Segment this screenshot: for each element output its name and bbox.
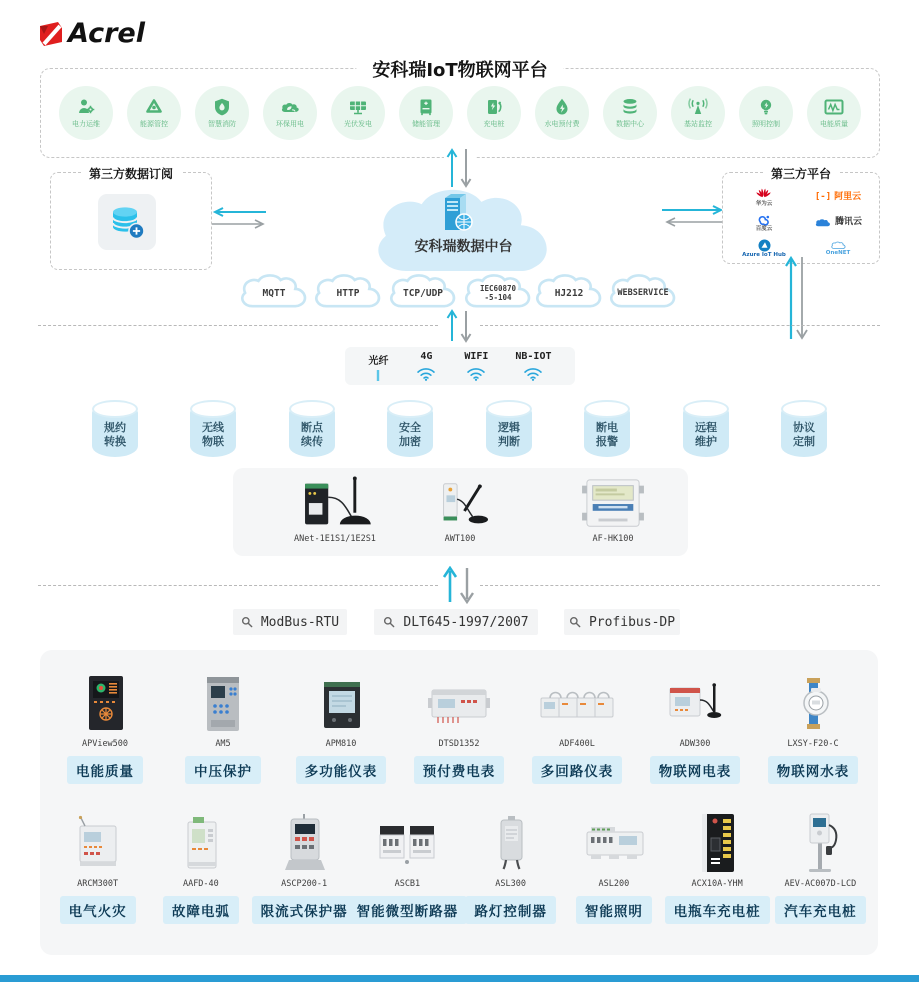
conn-label: NB-IOT (515, 351, 552, 362)
app-eco-power (263, 86, 317, 140)
divider-line (38, 585, 438, 586)
provider-label: 华为云 (755, 200, 773, 207)
conn-label: 4G (420, 351, 433, 362)
brand-logo (36, 18, 145, 49)
device-category-pill: 预付费电表 (414, 756, 505, 784)
capability-label: 维护 (695, 435, 717, 449)
fire-safety-icon (212, 97, 232, 117)
provider-baidu-cloud (756, 214, 773, 233)
protocol-label: -5-104 (484, 293, 512, 302)
data-center-label: 安科瑞数据中台 (414, 239, 513, 255)
capability-label: 转换 (104, 435, 126, 449)
fiber-icon (376, 370, 380, 381)
brand-name: Acrel (68, 18, 145, 49)
device-category-pill: 电气火灾 (60, 896, 136, 924)
platform-apps-row (41, 69, 879, 157)
capability-cylinder (584, 400, 630, 457)
app-label: 基站监控 (684, 120, 712, 128)
connectivity-box (345, 347, 575, 385)
bus-protocol-dlt645 (374, 609, 538, 635)
device-adf400l: ADF400L 多回路仪表 (518, 670, 636, 784)
protocol-label: WEBSERVICE (617, 288, 669, 299)
device-row-2 (46, 810, 872, 924)
conn-wifi (464, 351, 488, 381)
arrow-pair-divider3 (440, 566, 478, 604)
app-label: 水电预付费 (544, 120, 580, 128)
device-adf400l-image (538, 674, 616, 734)
capability-label: 逻辑 (498, 421, 520, 434)
app-label: 充电桩 (483, 120, 505, 128)
capability-label: 断点 (301, 421, 323, 434)
device-asl200-image (577, 814, 651, 874)
provider-label: 阿里云 (834, 192, 862, 203)
capability-label: 判断 (498, 435, 520, 449)
protocol-label: HJ212 (554, 287, 584, 299)
device-category-pill: 路灯控制器 (465, 896, 556, 924)
platform-title: 安科瑞IoT物联网平台 (356, 56, 563, 82)
app-solar-power (331, 86, 385, 140)
provider-label: Azure IoT Hub (742, 251, 786, 258)
device-asl300: ASL300 路灯控制器 (459, 810, 562, 924)
app-base-station (671, 86, 725, 140)
device-arcm300t-image (63, 814, 133, 874)
gateway-anet-image (280, 476, 390, 534)
device-category-pill: 限流式保护器 (252, 896, 357, 924)
capability-cylinder (289, 400, 335, 457)
app-energy-control (127, 86, 181, 140)
device-aafd40-image (166, 814, 236, 874)
arrow-pair-cloud-thirdparty (660, 204, 728, 228)
protocol-cloud-hj212 (529, 272, 609, 312)
capability-cylinder (781, 400, 827, 457)
app-power-quality (807, 86, 861, 140)
arrow-pair-subscription-cloud (210, 207, 268, 231)
app-label: 光伏发电 (344, 120, 372, 128)
device-apm810-image (306, 674, 376, 734)
conn-nbiot (515, 351, 551, 381)
provider-label: 百度云 (755, 225, 773, 232)
device-apview500-image (70, 674, 140, 734)
link-icon (569, 616, 582, 629)
arrow-pair-divider2 (444, 309, 476, 343)
gateway-afhk100-image (558, 476, 668, 534)
third-party-title: 第三方平台 (763, 165, 839, 182)
capability-label: 加密 (399, 435, 421, 449)
capability-label: 断电 (596, 421, 618, 434)
gateway-name: ANet-1E1S1/1E2S1 (294, 534, 376, 544)
capability-label: 协议 (793, 421, 815, 434)
energy-storage-icon (416, 97, 436, 117)
gateway-awt100 (405, 476, 515, 544)
aliyun-logo: [-] (814, 192, 832, 203)
provider-huawei-cloud (756, 188, 773, 208)
capability-cylinder (486, 400, 532, 457)
third-party-box (722, 167, 880, 264)
lighting-control-icon (756, 97, 776, 117)
bus-protocol-label: Profibus-DP (588, 614, 676, 630)
capability-cylinder (92, 400, 138, 457)
wifi-icon (522, 365, 544, 381)
power-quality-icon (823, 97, 845, 117)
app-lighting-control (739, 86, 793, 140)
power-ops-icon (76, 97, 96, 117)
conn-4g (415, 351, 437, 381)
divider-line (38, 325, 438, 326)
capability-cylinder (387, 400, 433, 457)
protocol-cloud-tcpudp (383, 272, 463, 312)
protocol-cloud-iec60870 (458, 272, 538, 312)
wifi-icon (415, 365, 437, 381)
device-adw300: ADW300 物联网电表 (636, 670, 754, 784)
device-dtsd1352: DTSD1352 预付费电表 (400, 670, 518, 784)
provider-onenet (826, 241, 850, 257)
app-prepay-water (535, 86, 589, 140)
device-ascp200-1: ASCP200-1 限流式保护器 (253, 810, 356, 924)
conn-label: 光纤 (368, 355, 389, 367)
protocol-cloud-http (308, 272, 388, 312)
protocol-label: HTTP (336, 287, 360, 299)
device-category-pill: 智能微型断路器 (348, 896, 468, 924)
platform-box (40, 60, 880, 158)
app-label: 智慧消防 (208, 120, 236, 128)
capability-label: 远程 (695, 421, 717, 434)
device-lxsy-image (778, 674, 848, 734)
conn-fiber (368, 352, 388, 381)
gateway-name: AF-HK100 (592, 534, 634, 544)
prepay-water-icon (552, 97, 572, 117)
device-acx10a-yhw: ACX10A-YHM 电瓶车充电桩 (666, 810, 769, 924)
gateway-awt100-image (405, 476, 515, 534)
device-lxsy-f20-c: LXSY-F20-C 物联网水表 (754, 670, 872, 784)
app-charging-pile (467, 86, 521, 140)
capability-cylinder (190, 400, 236, 457)
device-category-pill: 多功能仪表 (296, 756, 387, 784)
app-fire-safety (195, 86, 249, 140)
device-category-pill: 电瓶车充电桩 (665, 896, 770, 924)
device-am5: AM5 中压保护 (164, 670, 282, 784)
capability-label: 无线 (202, 421, 224, 434)
azure-iot-hub-logo (758, 239, 771, 252)
device-adw300-image (660, 674, 730, 734)
protocol-cloud-mqtt (234, 272, 314, 312)
bus-protocol-label: DLT645-1997/2007 (403, 614, 529, 630)
link-icon (383, 616, 396, 629)
bus-protocol-label: ModBus-RTU (260, 614, 340, 630)
up-down-arrows-icon (444, 309, 476, 343)
gateway-name: AWT100 (444, 534, 476, 544)
protocol-label: IEC60870 (479, 284, 517, 294)
arrow-pair-thirdparty-vertical (782, 255, 810, 341)
acrel-logo-icon (36, 20, 64, 48)
device-category-pill: 物联网电表 (650, 756, 741, 784)
device-category-pill: 智能照明 (576, 896, 652, 924)
app-data-center (603, 86, 657, 140)
bus-protocol-profibus (564, 609, 680, 635)
device-ascb1-image (368, 814, 446, 874)
app-power-ops (59, 86, 113, 140)
capability-label: 定制 (793, 435, 815, 449)
device-acx10a-image (682, 812, 752, 874)
divider-line (480, 325, 880, 326)
provider-tencent-cloud (814, 218, 862, 228)
subscription-tile (98, 194, 156, 250)
capability-label: 规约 (104, 421, 126, 434)
app-label: 环保用电 (276, 120, 304, 128)
protocol-label: TCP/UDP (402, 287, 444, 299)
protocol-cloud-webservice (603, 272, 683, 312)
device-aev-image (785, 812, 855, 874)
device-category-pill: 汽车充电桩 (775, 896, 866, 924)
device-ascp200-image (269, 814, 339, 874)
energy-control-icon (144, 97, 164, 117)
conn-label: WIFI (464, 351, 489, 362)
database-add-icon (107, 202, 147, 242)
device-asl300-image (476, 814, 546, 874)
divider-line (480, 585, 880, 586)
provider-label: OneNET (825, 249, 851, 256)
bus-protocol-modbus (233, 609, 347, 635)
capability-label: 物联 (202, 435, 224, 449)
cloud-server-icon (437, 192, 477, 236)
provider-grid (727, 185, 875, 261)
device-aafd-40: AAFD-40 故障电弧 (149, 810, 252, 924)
app-label: 能源管控 (140, 120, 168, 128)
protocol-label: MQTT (262, 287, 286, 299)
device-row-1 (46, 670, 872, 784)
device-asl200: ASL200 智能照明 (562, 810, 665, 924)
device-aev-ac007d: AEV-AC007D-LCD 汽车充电桩 (769, 810, 872, 924)
app-label: 电能质量 (820, 120, 848, 128)
capability-label: 安全 (399, 421, 421, 434)
device-category-pill: 多回路仪表 (532, 756, 623, 784)
link-icon (241, 616, 254, 629)
up-down-arrows-icon (440, 566, 478, 604)
base-station-icon (687, 97, 709, 117)
device-apview500: APView500 电能质量 (46, 670, 164, 784)
subscription-title: 第三方数据订阅 (81, 165, 181, 182)
app-energy-storage (399, 86, 453, 140)
capability-label: 续传 (301, 435, 323, 449)
data-center-icon (620, 97, 640, 117)
provider-azure-iot-hub (742, 239, 786, 259)
solar-power-icon (347, 97, 369, 117)
eco-power-icon (279, 97, 301, 117)
gateway-afhk100 (558, 476, 668, 544)
app-label: 数据中心 (616, 120, 644, 128)
device-arcm300t: ARCM300T 电气火灾 (46, 810, 149, 924)
gateway-box (233, 468, 688, 556)
bottom-accent-bar (0, 975, 919, 982)
baidu-cloud-logo (757, 214, 771, 226)
charging-pile-icon (484, 97, 504, 117)
capability-cylinder (683, 400, 729, 457)
app-label: 储能管理 (412, 120, 440, 128)
device-dtsd1352-image (424, 674, 494, 734)
subscription-box (50, 167, 212, 270)
gateway-anet (255, 476, 415, 544)
device-category-pill: 电能质量 (67, 756, 143, 784)
capability-label: 报警 (596, 435, 618, 449)
device-am5-image (188, 674, 258, 734)
provider-aliyun (815, 193, 861, 202)
device-category-pill: 物联网水表 (768, 756, 859, 784)
device-apm810: APM810 多功能仪表 (282, 670, 400, 784)
wifi-icon (465, 365, 487, 381)
provider-label: 腾讯云 (834, 217, 862, 228)
app-label: 照明控制 (752, 120, 780, 128)
device-category-pill: 中压保护 (185, 756, 261, 784)
device-ascb1: ASCB1 智能微型断路器 (356, 810, 459, 924)
huawei-cloud-logo (756, 188, 771, 201)
device-category-pill: 故障电弧 (163, 896, 239, 924)
app-label: 电力运维 (72, 120, 100, 128)
tencent-cloud-logo (814, 218, 832, 228)
device-box (40, 650, 878, 955)
onenet-logo (830, 241, 847, 250)
